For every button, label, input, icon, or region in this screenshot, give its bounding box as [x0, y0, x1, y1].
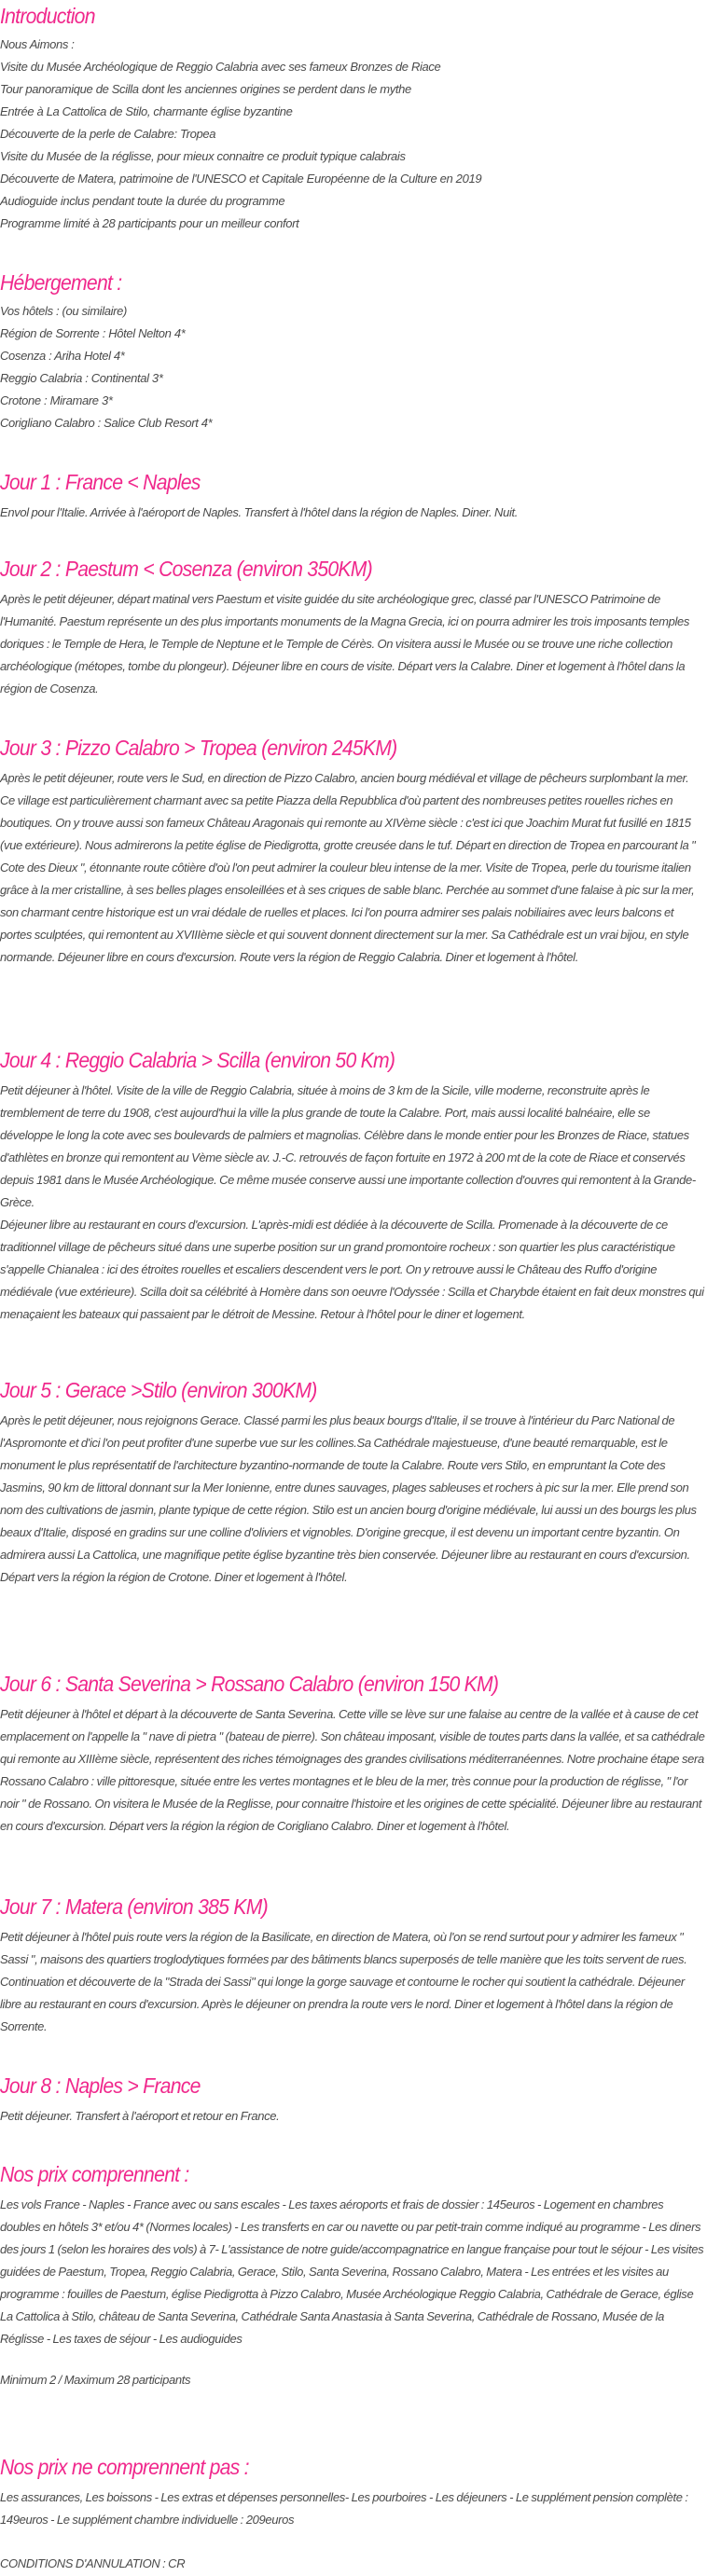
day-description: Départ vers la région la région de Crotone. Diner et logement à l'hôtel. — [0, 1570, 348, 1584]
day-description: Envol pour l'Italie. Arrivée à l'aéroport de Naples. Transfert à l'hôtel dans la région de Naples. Diner. Nuit. — [0, 505, 519, 519]
highlight-item: Audioguide inclus pendant toute la durée du programme — [0, 194, 285, 208]
highlight-item: Programme limité à 28 participants pour un meilleur confort — [0, 216, 299, 230]
included-section — [0, 2160, 705, 2391]
day-description: Déjeuner libre au restaurant en cours d'excursion. L'après-midi est dédiée à la découverte de Scilla. Promenade à la découverte de ce traditionnel village de pêcheurs situé dans une superbe position sur un grand promontoire rocheux : son quartier les plus caractéristique s'appelle Chianalea : ici des étroites rouelles et escaliers descendent vers le port. On y retrouve aussi le Château des Ruffo d'origine médiévale (vue extérieure). Scilla doit sa célébrité à Homère dans son oeuvre l'Odyssée : Scilla et Charybde étaient en fait deux monstres qui menaçaient les bateaux qui passaient par le détroit de Messine. Retour à l'hôtel pour le diner et logement. — [0, 1218, 704, 1321]
hotel-item: Crotone : Miramare 3* — [0, 393, 113, 407]
introduction-title: Introduction — [0, 4, 95, 28]
day-2-section — [0, 555, 705, 700]
day-1-section — [0, 468, 705, 524]
hotels-list — [0, 300, 705, 434]
highlight-item: Entrée à La Cattolica de Stilo, charmante église byzantine — [0, 104, 293, 118]
highlights-list — [0, 34, 705, 235]
included-title: Nos prix comprennent : — [0, 2162, 189, 2186]
day-description: Petit déjeuner à l'hôtel et départ à la découverte de Santa Severina. Cette ville se lève sur une falaise au centre de la vallée et à cause de cet emplacement on l'appelle la " nave di pietra " (bateau de pierre). Son château imposant, visible de toutes parts dans la vallée, et sa cathédrale qui remonte au XIIIème siècle, représentent des riches témoignages des grandes civilisations méditerranéennes. Notre prochaine étape sera Rossano Calabro : ville pittoresque, située entre les vertes montagnes et le bleu de la mer, très connue pour la production de réglisse, " l'or noir " de Rossano. On visitera le Musée de la Reglisse, pour connaitre l'histoire et les origines de cette spécialité. Déjeuner libre au restaurant en cours d'excursion. Départ vers la région la région de Corigliano Calabro. Diner et logement à l'hôtel. — [0, 1707, 705, 1833]
highlight-item: Visite du Musée Archéologique de Reggio Calabria avec ses fameux Bronzes de Riace — [0, 60, 441, 74]
cancellation-section — [0, 2553, 705, 2575]
cancellation-conditions: CONDITIONS D'ANNULATION : CR — [0, 2556, 186, 2570]
highlight-item: Visite du Musée de la réglisse, pour mieux connaitre ce produit typique calabrais — [0, 149, 406, 163]
day-3-section — [0, 734, 705, 969]
day-title: Jour 4 : Reggio Calabria > Scilla (environ 50 Km) — [0, 1048, 395, 1072]
hotel-item: Corigliano Calabro : Salice Club Resort 4* — [0, 416, 213, 430]
day-title: Jour 3 : Pizzo Calabro > Tropea (environ 245KM) — [0, 736, 397, 760]
highlight-item: Découverte de Matera, patrimoine de l'UNESCO et Capitale Européenne de la Culture en 2019 — [0, 172, 482, 186]
day-description: Petit déjeuner à l'hôtel puis route vers la région de la Basilicate, en direction de Matera, où l'on se rend surtout pour y admirer les fameux " Sassi ", maisons des quartiers troglodytiques formées par des bâtiments blancs superposés de telle manière que les toits servent de rues. Continuation et découverte de la "Strada dei Sassi" qui longe la gorge sauvage et contourne le rocher qui soutient la cathédrale. Déjeuner libre au restaurant en cours d'excursion. Après le déjeuner on prendra la route vers le nord. Diner et logement à l'hôtel dans la région de Sorrente. — [0, 1930, 687, 2033]
hotel-item: Reggio Calabria : Continental 3* — [0, 371, 163, 385]
highlights-label: Nous Aimons : — [0, 37, 75, 51]
hotels-label: Vos hôtels : (ou similaire) — [0, 304, 128, 318]
day-description: Petit déjeuner à l'hôtel. Visite de la ville de Reggio Calabria, située à moins de 3 km de la Sicile, ville moderne, reconstruite après le tremblement de terre du 1908, c'est aujourd'hui la ville la plus grande de toute la Calabre. Port, mais aussi localité balnéaire, elle se développe le long la cote avec ses boulevards de palmiers et magnolias. Célèbre dans le monde entier pour les Bronzes de Riace, statues d'athlètes en bronze qui remontent au Vème siècle av. J.-C. retrouvés de façon fortuite en 1972 à 200 mt de la cote de Riace et conservés depuis 1981 dans le Musée Archéologique. Ce même musée conserve aussi une importante collection d'ouvres qui remontent à la Grande-Grèce. — [0, 1083, 696, 1209]
day-title: Jour 8 : Naples > France — [0, 2073, 201, 2098]
day-7-section — [0, 1893, 705, 2038]
day-description: Petit déjeuner. Transfert à l'aéroport et retour en France. — [0, 2109, 280, 2123]
day-title: Jour 1 : France < Naples — [0, 470, 201, 494]
not-included-text: Les assurances, Les boissons - Les extras et dépenses personnelles- Les pourboires - Les déjeuners - Le supplément pension complète : 149euros - Le supplément chambre individuelle : 209euros — [0, 2490, 688, 2527]
day-description: Après le petit déjeuner, route vers le Sud, en direction de Pizzo Calabro, ancien bourg médiéval et village de pêcheurs surplombant la mer. Ce village est particulièrement charmant avec sa petite Piazza della Repubblica d'où partent des nombreuses petites rouelles riches en boutiques. On y trouve aussi son fameux Château Aragonais qui remonte au XIVème siècle : c'est ici que Joachim Murat fut fusillé en 1815 (vue extérieure). Nous admirerons la petite église de Piedigrotta, grotte creusée dans le tuf. Départ en direction de Tropea en parcourant la " Cote des Dieux ", étonnante route côtière d'où l'on peut admirer la couleur bleu intense de la mer. Visite de Tropea, perle du tourisme italien grâce à la mer cristalline, à ses belles plages ensoleillées et à ses criques de sable blanc. Perchée au sommet d'une falaise à pic sur la mer, son charmant centre historique est un vrai dédale de ruelles et places. Ici l'on pourra admirer ses palais nobiliaires avec leurs balcons et portes sculptées, qui remontent au XVIIIème siècle et qui souvent donnent directement sur la mer. Sa Cathédrale est un vrai bijou, en style normande. Déjeuner libre en cours d'excursion. Route vers la région de Reggio Calabria. Diner et logement à l'hôtel. — [0, 771, 696, 964]
day-5-section — [0, 1376, 705, 1589]
accommodation-section — [0, 269, 705, 434]
day-title: Jour 2 : Paestum < Cosenza (environ 350KM) — [0, 557, 372, 581]
day-title: Jour 6 : Santa Severina > Rossano Calabro (environ 150 KM) — [0, 1672, 499, 1696]
hotel-item: Cosenza : Ariha Hotel 4* — [0, 349, 125, 363]
day-description: Après le petit déjeuner, nous rejoignons Gerace. Classé parmi les plus beaux bourgs d'Italie, il se trouve à l'intérieur du Parc National de l'Aspromonte et d'ici l'on peut profiter d'une superbe vue sur les collines.Sa Cathédrale majestueuse, d'une beauté remarquable, est le monument le plus représentatif de l'architecture byzantino-normande de toute la Calabre. Route vers Stilo, en empruntant la Cote des Jasmins, 90 km de littoral donnant sur la Mer Ionienne, entre dunes sauvages, plages sableuses et rochers à pic sur la mer. Elle prend son nom des cultivations de jasmin, plante typique de cette région. Stilo est un ancien bourg d'origine médiévale, lui aussi un des bourgs les plus beaux d'Italie, disposé en gradins sur une colline d'oliviers et vignobles. D'origine grecque, il est devenu un important centre byzantin. On admirera aussi La Cattolica, une magnifique petite église byzantine très bien conservée. Déjeuner libre au restaurant en cours d'excursion. — [0, 1413, 697, 1562]
day-8-section — [0, 2072, 705, 2128]
introduction-section — [0, 2, 705, 235]
highlight-item: Tour panoramique de Scilla dont les anciennes origines se perdent dans le mythe — [0, 82, 411, 96]
highlight-item: Découverte de la perle de Calabre: Tropea — [0, 127, 216, 141]
not-included-title: Nos prix ne comprennent pas : — [0, 2455, 249, 2479]
hotel-item: Région de Sorrente : Hôtel Nelton 4* — [0, 326, 186, 340]
not-included-section — [0, 2453, 705, 2531]
day-6-section — [0, 1670, 705, 1838]
participants-limit: Minimum 2 / Maximum 28 participants — [0, 2373, 191, 2387]
day-title: Jour 5 : Gerace >Stilo (environ 300KM) — [0, 1378, 317, 1402]
included-text: Les vols France - Naples - France avec ou sans escales - Les taxes aéroports et frais de dossier : 145euros - Logement en chambres doubles en hôtels 3* et/ou 4* (Normes locales) - Les transferts en car ou navette ou par petit-train comme indiqué au programme - Les diners des jours 1 (selon les horaires des vols) à 7- L'assistance de notre guide/accompagnatrice en langue française pour tout le séjour - Les visites guidées de Paestum, Tropea, Reggio Calabria, Gerace, Stilo, Santa Severina, Rossano Calabro, Matera - Les entrées et les visites au programme : fouilles de Paestum, église Piedigrotta à Pizzo Calabro, Musée Archéologique Reggio Calabria, Cathédrale de Gerace, église La Cattolica à Stilo, château de Santa Severina, Cathédrale Santa Anastasia à Santa Severina, Cathédrale de Rossano, Musée de la Réglisse - Les taxes de séjour - Les audioguides — [0, 2197, 704, 2346]
accommodation-title: Hébergement : — [0, 270, 122, 295]
day-4-section — [0, 1046, 705, 1326]
day-description: Après le petit déjeuner, départ matinal vers Paestum et visite guidée du site archéologique grec, classé par l'UNESCO Patrimoine de l'Humanité. Paestum représente un des plus importants monuments de la Magna Grecia, ici on pourra admirer les trois imposants temples doriques : le Temple de Hera, le Temple de Neptune et le Temple de Cérès. On visitera aussi le Musée ou se trouve une riche collection archéologique (métopes, tombe du plongeur). Déjeuner libre en cours de visite. Départ vers la Calabre. Diner et logement à l'hôtel dans la région de Cosenza. — [0, 592, 690, 696]
day-title: Jour 7 : Matera (environ 385 KM) — [0, 1894, 268, 1919]
